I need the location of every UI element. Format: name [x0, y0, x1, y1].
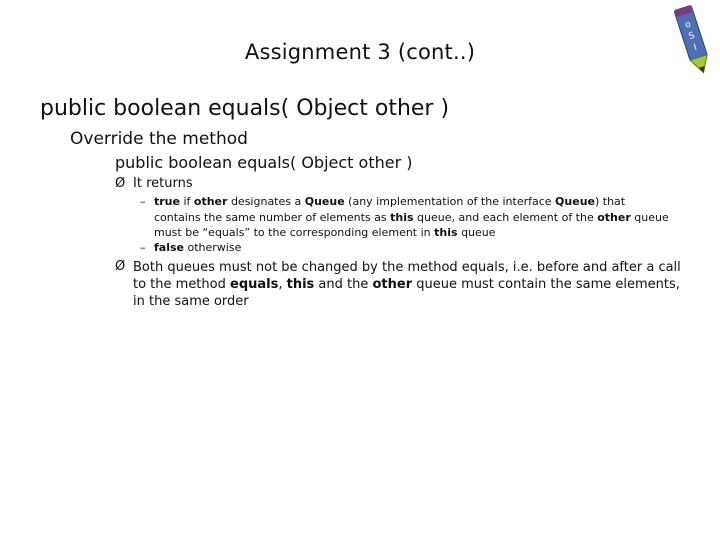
method-signature: public boolean equals( Object other ): [115, 153, 413, 172]
bold-keyword: equals: [230, 277, 279, 292]
bullet-text: It returns: [133, 176, 193, 191]
sub-item-true: [140, 194, 674, 241]
slide-title: Assignment 3 (cont..): [244, 40, 476, 64]
svg-text:I: I: [692, 42, 699, 54]
bold-keyword: this: [434, 226, 458, 239]
dash-bullet: –: [140, 195, 146, 208]
arrow-bullet-icon: Ø: [115, 176, 126, 191]
bold-keyword: other: [372, 277, 413, 292]
sub-item-false: [140, 240, 674, 256]
sub-item-text: true if other designates a Queue (any implementation of the interface Queue) that contains the same number of elements as this queue, and each element of the other queue must be “equals” to the corresponding element in this queue: [154, 195, 669, 239]
bold-keyword: this: [390, 210, 414, 224]
bold-keyword: true: [154, 195, 180, 208]
bold-keyword: Queue: [304, 195, 345, 208]
svg-text:o: o: [683, 19, 693, 31]
svg-text:S: S: [687, 30, 697, 43]
bold-keyword: this: [286, 277, 315, 292]
method-heading: public boolean equals( Object other ): [40, 96, 450, 121]
arrow-bullet-icon: Ø: [115, 259, 126, 274]
bold-keyword: other: [597, 210, 631, 224]
bullet-unchanged-queues: Both queues must not be changed by the method equals, i.e. before and after a call to the method equals, this and the other queue must contain the same elements, in the same order: [133, 260, 681, 309]
override-label: Override the method: [70, 129, 248, 149]
bold-keyword: Queue: [555, 195, 595, 208]
bullet-returns: [115, 176, 193, 191]
sub-item-text: false otherwise: [154, 241, 242, 254]
pencil-logo-icon: [674, 2, 714, 78]
dash-bullet: –: [140, 241, 146, 254]
bold-keyword: false: [154, 241, 184, 254]
bold-keyword: other: [193, 195, 228, 208]
